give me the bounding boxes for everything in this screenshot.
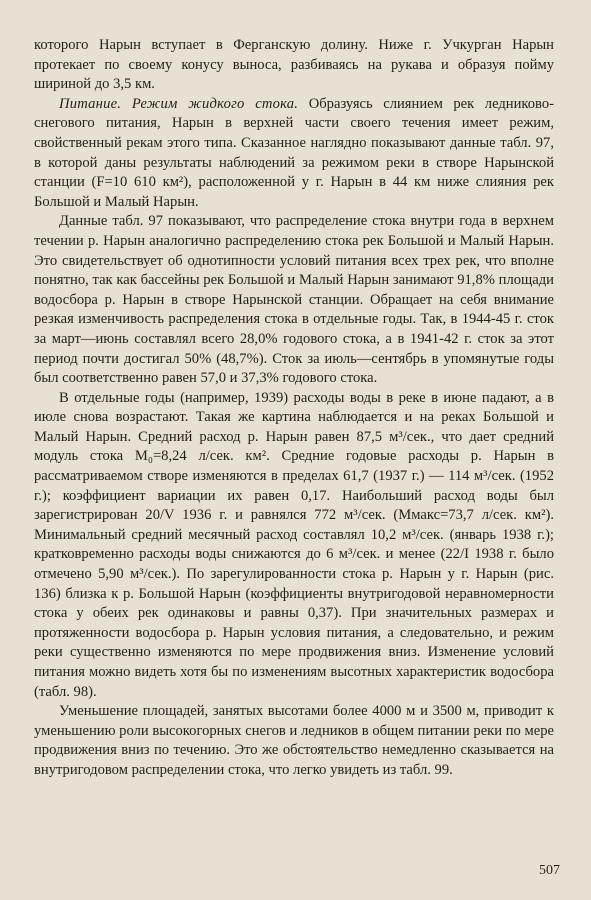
paragraph-3 [34, 212, 554, 388]
paragraph-2 [34, 95, 554, 213]
paragraph-5 [34, 702, 554, 780]
paragraph-1-text: которого Нарын вступает в Ферганскую долину. Ниже г. Учкурган Нарын протекает по своему конусу выноса, разбиваясь на рукава и образуя пойму шириной до 3,5 км. [34, 37, 554, 93]
paragraph-5-text: Уменьшение площадей, занятых высотами более 4000 м и 3500 м, приводит к уменьшению роли высокогорных снегов и ледников в общем питании реки по мере продвижения вниз по течению. Это же обстоятельство немедленно сказывается на внутригодовом распределении стока, что легко увидеть из табл. 99. [34, 703, 554, 778]
paragraph-1 [34, 36, 554, 95]
paragraph-4 [34, 389, 554, 703]
page-body [34, 36, 554, 781]
page-number: 507 [539, 863, 560, 878]
paragraph-3-text: Данные табл. 97 показывают, что распределение стока внутри года в верхнем течении р. Нарын аналогично распределению стока рек Большой и Малый Нарын. Это свидетельствует об однотипности условий питания всех трех рек, что вполне понятно, так как бассейны рек Большой и Малый Нарын занимают 91,8% площади водосбора р. Нарын в створе Нарынской станции. Обращает на себя внимание резкая изменчивость распределения стока в отдельные годы. Так, в 1944-45 г. сток за март—июнь составлял всего 28,0% годового стока, а в 1941-42 г. сток за этот период почти достигал 50% (48,7%). Сток за июль—сентябрь в упомянутые годы был соответственно равен 57,0 и 37,3% годового стока. [34, 213, 554, 387]
section-heading: Питание. Режим жидкого стока. [59, 95, 299, 112]
paragraph-2-text: Образуясь слиянием рек ледниково-снегового питания, Нарын в верхней части своего течения имеет режим, свойственный рекам этого типа. Сказанное наглядно показывают данные табл. 97, в которой даны результаты наблюдений за режимом реки в створе Нарынской станции (F=10 610 км²), расположенной у г. Нарын в 44 км ниже слияния рек Большой и Малый Нарын. [34, 95, 554, 210]
paragraph-4-text: В отдельные годы (например, 1939) расходы воды в реке в июне падают, а в июле снова возрастают. Такая же картина наблюдается и на реках Большой и Малый Нарын. Средний расход р. Нарын равен 87,5 м³/сек., что дает средний модуль стока M₀=8,24 л/сек. км². Средние годовые расходы р. Нарын в рассматриваемом створе изменяются в пределах 61,7 (1937 г.) — 114 м³/сек. (1952 г.); коэффициент вариации их равен 0,17. Наибольший расход воды был зарегистрирован 20/V 1936 г. и равнялся 772 м³/сек. (Mмакс=73,7 л/сек. км²). Минимальный средний месячный расход составлял 10,2 м³/сек. (январь 1938 г.); кратковременно расходы воды снижаются до 6 м³/сек. и менее (22/I 1938 г. было отмечено 5,90 м³/сек.). По зарегулированности стока р. Нарын у г. Нарын (рис. 136) близка к р. Большой Нарын (коэффициенты внутригодовой неравномерности стока у обеих рек одинаковы и равны 0,37). При значительных размерах и протяженности водосбора р. Нарын условия питания, а следовательно, и режим реки существенно изменяются по мере продвижения вниз. Изменение условий питания можно видеть хотя бы по изменениям высотных характеристик водосбора (табл. 98). [34, 389, 554, 700]
